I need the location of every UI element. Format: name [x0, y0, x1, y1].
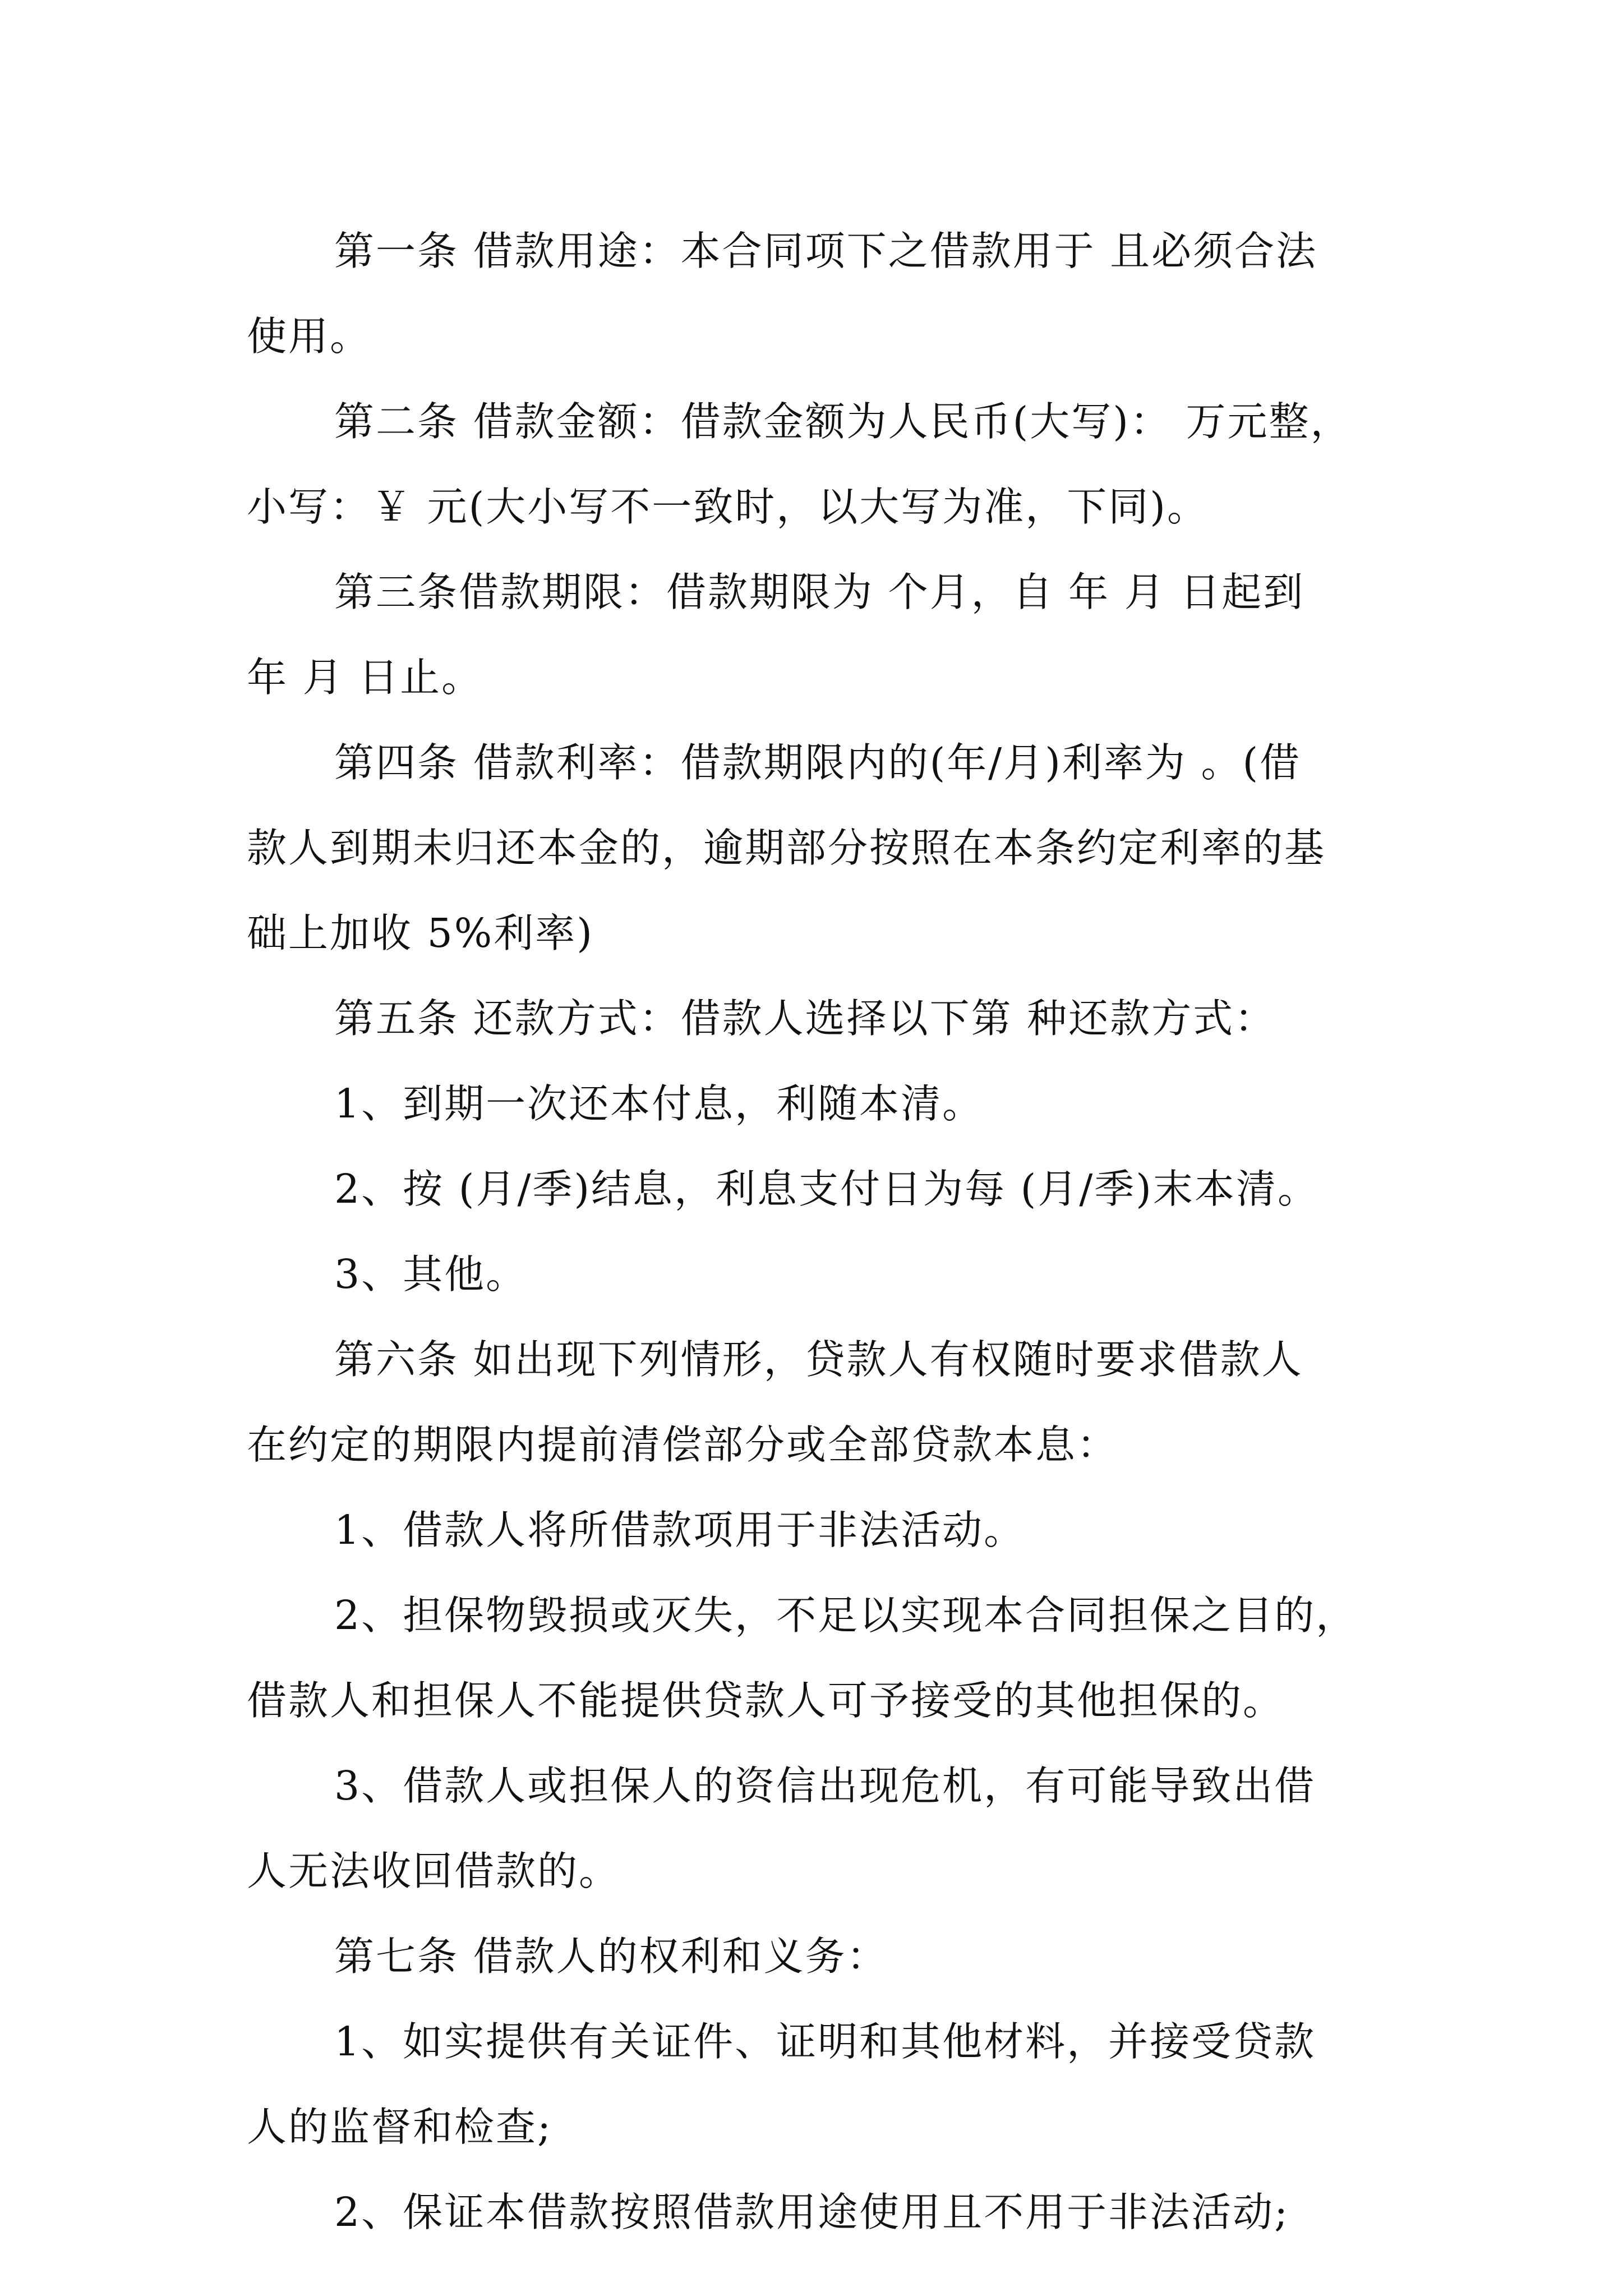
paragraph-line: 第一条 借款用途：本合同项下之借款用于 且必须合法: [334, 228, 1318, 274]
article-6-item-1: [247, 1488, 1391, 1573]
article-6-item-3: [247, 1743, 1391, 1914]
article-5-item-1: [247, 1061, 1391, 1147]
article-2-paragraph: [247, 379, 1391, 550]
contract-body: [247, 209, 1391, 2255]
article-5-item-3: [247, 1232, 1391, 1317]
paragraph-line: 使用。: [247, 313, 372, 360]
article-5-paragraph: [247, 976, 1391, 1061]
paragraph-line: 款人到期未归还本金的，逾期部分按照在本条约定利率的基: [247, 825, 1326, 871]
paragraph-line: 3、借款人或担保人的资信出现危机，有可能导致出借: [334, 1763, 1316, 1809]
paragraph-line: 年 月 日止。: [247, 654, 483, 701]
article-6-item-2: [247, 1573, 1391, 1743]
paragraph-line: 借款人和担保人不能提供贷款人可予接受的其他担保的。: [247, 1677, 1285, 1724]
paragraph-line: 在约定的期限内提前清偿部分或全部贷款本息：: [247, 1421, 1119, 1468]
paragraph-line: 1、到期一次还本付息，利随本清。: [334, 1080, 984, 1127]
paragraph-line: 1、借款人将所借款项用于非法活动。: [334, 1507, 1026, 1553]
article-7-item-2: [247, 2170, 1391, 2255]
paragraph-line: 人的监督和检查;: [247, 2104, 552, 2150]
article-4-paragraph: [247, 720, 1391, 976]
paragraph-line: 2、保证本借款按照借款用途使用且不用于非法活动;: [334, 2189, 1290, 2235]
paragraph-line: 1、如实提供有关证件、证明和其他材料，并接受贷款: [334, 2018, 1316, 2065]
paragraph-line: 第四条 借款利率：借款期限内的(年/月)利率为 。(借: [334, 739, 1302, 786]
paragraph-line: 人无法收回借款的。: [247, 1848, 621, 1894]
article-3-paragraph: [247, 550, 1391, 720]
paragraph-line: 第三条借款期限：借款期限为 个月，自 年 月 日起到: [334, 569, 1305, 615]
paragraph-line: 3、其他。: [334, 1251, 528, 1297]
paragraph-line: 2、按 (月/季)结息，利息支付日为每 (月/季)末本清。: [334, 1166, 1319, 1212]
paragraph-line: 第六条 如出现下列情形，贷款人有权随时要求借款人: [334, 1336, 1303, 1383]
article-7-item-1: [247, 1999, 1391, 2170]
article-1-paragraph: [247, 209, 1391, 379]
article-5-item-2: [247, 1147, 1391, 1232]
article-6-paragraph: [247, 1317, 1391, 1488]
paragraph-line: 第五条 还款方式：借款人选择以下第 种还款方式：: [334, 995, 1276, 1042]
article-7-paragraph: [247, 1914, 1391, 1999]
paragraph-line: 小写：￥ 元(大小写不一致时，以大写为准，下同)。: [247, 484, 1209, 530]
paragraph-line: 第二条 借款金额：借款金额为人民币(大写)： 万元整，: [334, 398, 1352, 445]
paragraph-line: 2、担保物毁损或灭失，不足以实现本合同担保之目的，: [334, 1592, 1358, 1639]
paragraph-line: 第七条 借款人的权利和义务：: [334, 1933, 888, 1980]
paragraph-line: 础上加收 5%利率): [247, 910, 594, 956]
